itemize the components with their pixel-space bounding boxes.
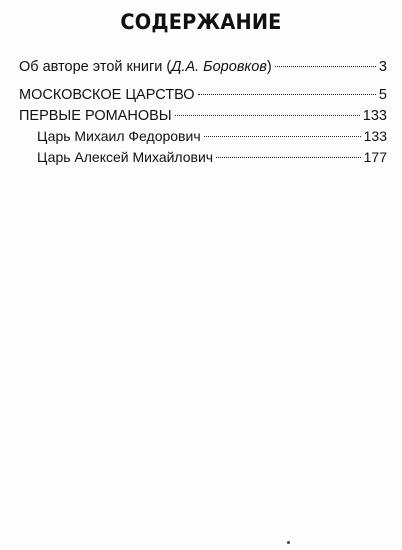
toc-entry-label: Царь Михаил Федорович: [37, 128, 201, 144]
toc-entry-tsar-mikhail: [37, 127, 387, 145]
toc-page-number: 3: [378, 59, 387, 75]
toc-entry-label: [19, 58, 272, 76]
toc-entry-label: МОСКОВСКОЕ ЦАРСТВО: [19, 87, 195, 103]
toc-dot-leader: [216, 157, 361, 158]
toc-page-number: 5: [378, 87, 387, 103]
toc-entry-moscow-tsardom: [19, 86, 387, 104]
toc-page-number: 133: [363, 128, 387, 144]
toc-entry-about-author: [19, 58, 387, 76]
toc-entry-label: ПЕРВЫЕ РОМАНОВЫ: [19, 108, 172, 124]
toc-entry-label: Царь Алексей Михайлович: [37, 149, 214, 165]
print-speck: [287, 541, 290, 544]
toc-dot-leader: [175, 115, 360, 116]
toc-entry-label-end: ): [266, 59, 272, 75]
toc-entry-first-romanovs: [19, 107, 387, 125]
toc-entry-author-name: Д.А. Боровков: [171, 59, 267, 75]
toc-page-number: 133: [362, 108, 387, 124]
page-title: СОДЕРЖАНИЕ: [120, 10, 282, 34]
toc-dot-leader: [204, 136, 361, 137]
toc-dot-leader: [198, 94, 376, 95]
toc-entry-label-start: Об авторе этой книги (: [19, 59, 172, 75]
toc-entry-tsar-aleksei: [37, 148, 387, 166]
toc-page-number: 177: [363, 149, 387, 165]
toc-dot-leader: [275, 66, 376, 67]
